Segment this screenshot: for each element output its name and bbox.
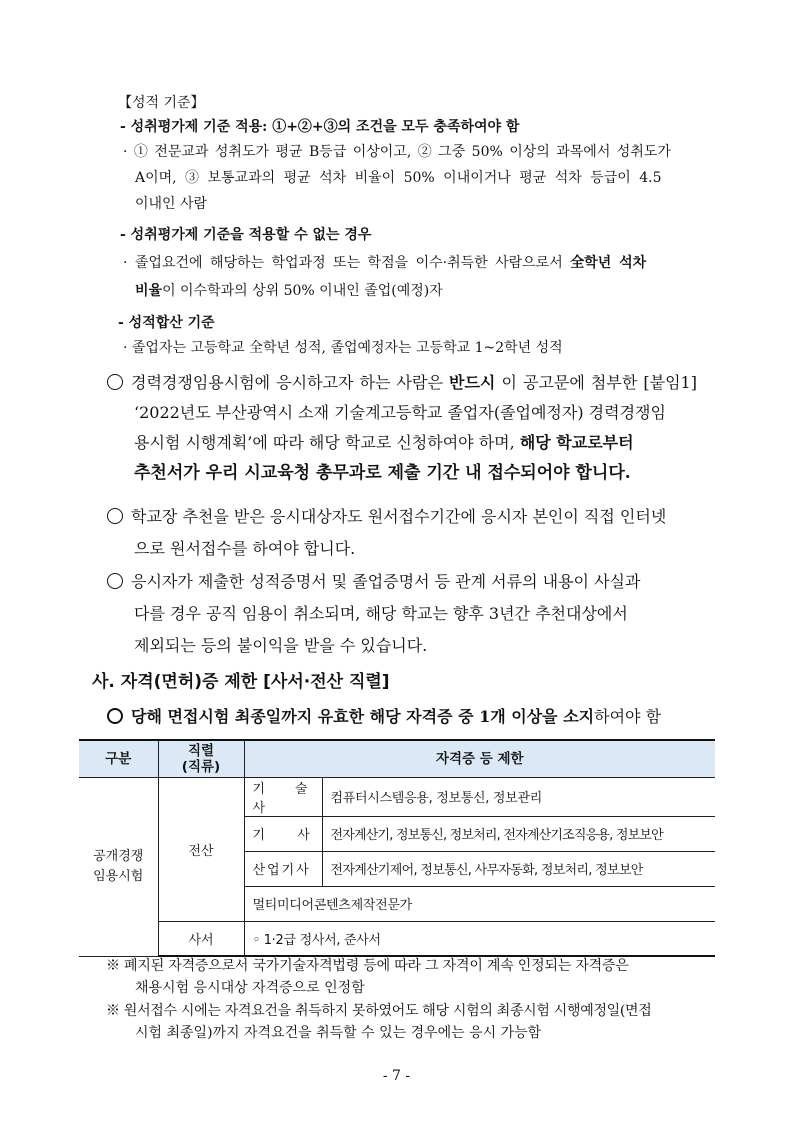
- section-lead-emphasis: 당해 면접시험 최종일까지 유효한 해당 자격증 중 1개 이상을 소지: [131, 707, 595, 726]
- header-category: 구분: [79, 740, 158, 777]
- exam-type-line2: 임용시험: [93, 868, 144, 884]
- criteria-dash2-body: [123, 252, 723, 302]
- criteria-dash2-text: 이 이수학과의 상위 50% 이내인 졸업(예정)자: [162, 283, 443, 299]
- section-heading: 사. 자격(면허)증 제한 [사서·전산 직렬]: [92, 672, 390, 692]
- level-label: 산업기사: [252, 863, 311, 878]
- criteria-dash1-body: [123, 141, 723, 215]
- cell-exam-type: [79, 777, 158, 956]
- para-text: 응시자가 제출한 성적증명서 및 졸업증명서 등 관계 서류의 내용이 사실과: [131, 572, 641, 591]
- cell-certificates: 전자계산기, 정보통신, 정보처리, 전자계산기조직응용, 정보보안: [322, 816, 715, 851]
- note-line: 시험 최종일)까지 자격요건을 취득할 수 있는 경우에는 응시 가능함: [135, 1025, 542, 1041]
- para-emphasis: 해당 학교로부터: [519, 433, 634, 452]
- criteria-dash1-line: A이며, ③ 보통교과의 평균 석차 비율이 50% 이내이거나 평균 석차 등급이 4.5: [135, 170, 662, 186]
- cell-level: [244, 816, 322, 851]
- cell-series-computing: 전산: [158, 777, 244, 921]
- para-text: 다를 경우 공직 임용이 취소되며, 해당 학교는 향후 3년간 추천대상에서: [134, 604, 628, 623]
- criteria-dash3-body: · 졸업자는 고등학교 全학년 성적, 졸업예정자는 고등학교 1~2학년 성적: [123, 340, 563, 356]
- circle-bullet-icon: [107, 374, 123, 390]
- criteria-dash3-title: - 성적합산 기준: [118, 315, 215, 331]
- para-emphasis: 반드시: [449, 373, 496, 392]
- para-text: 이 공고문에 첨부한 [붙임1]: [495, 373, 697, 392]
- circle-bullet-icon: [107, 508, 123, 524]
- cell-level: [244, 851, 322, 886]
- section-lead: [107, 705, 661, 729]
- note-abolished: [106, 955, 726, 999]
- qualification-table: [79, 739, 715, 957]
- circle-bullet-icon: [107, 573, 123, 589]
- criteria-dash2-title: - 성취평가제 기준을 적용할 수 없는 경우: [120, 227, 372, 243]
- criteria-dash1-title: - 성취평가제 기준 적용: ①+②+③의 조건을 모두 충족하여야 함: [120, 119, 520, 135]
- para-text: ‘2022년도 부산광역시 소재 기술계고등학교 졸업자(졸업예정자) 경력경쟁임: [134, 403, 666, 422]
- section-lead-text: 하여야 함: [594, 707, 662, 726]
- header-restriction: 자격증 등 제한: [244, 740, 715, 777]
- criteria-dash2-emphasis: 비율: [135, 283, 163, 299]
- criteria-dash2-emphasis: 全학년 석차: [570, 255, 647, 271]
- note-line: ※ 원서접수 시에는 자격요건을 취득하지 못하였어도 해당 시험의 최종시험 시행예정일(면접: [106, 1003, 652, 1019]
- cell-librarian-certificates: ◦ 1·2급 정사서, 준사서: [244, 921, 715, 956]
- para-emphasis: 추천서가 우리 시교육청 총무과로 제출 기간 내 접수되어야 합니다.: [134, 463, 631, 483]
- circle-bullet-icon: [107, 708, 123, 724]
- paragraph-online-application: [107, 505, 727, 561]
- paragraph-recommendation: [107, 371, 727, 485]
- cell-level: [244, 777, 322, 816]
- header-series-line1: 직렬: [187, 742, 215, 759]
- criteria-dash2-text: · 졸업요건에 해당하는 학업과정 또는 학점을 이수·취득한 사람으로서: [123, 255, 571, 271]
- header-series: [158, 740, 244, 777]
- page-number: - 7 -: [382, 1068, 411, 1084]
- para-text: 제외되는 등의 불이익을 받을 수 있습니다.: [134, 636, 428, 655]
- para-text: 학교장 추천을 받은 응시대상자도 원서접수기간에 응시자 본인이 직접 인터넷: [131, 507, 667, 526]
- header-series-line2: (직류): [181, 758, 221, 775]
- paragraph-false-documents: [107, 570, 727, 658]
- cell-series-librarian: 사서: [158, 921, 244, 956]
- criteria-bracket-title: 【성적 기준】: [118, 95, 205, 111]
- note-deadline: [106, 1000, 726, 1044]
- level-label: 기 술 사: [252, 781, 314, 816]
- para-text: 경력경쟁임용시험에 응시하고자 하는 사람은: [131, 373, 450, 392]
- level-label: 기 사: [252, 828, 310, 843]
- cell-certificates: 컴퓨터시스템응용, 정보통신, 정보관리: [322, 777, 715, 816]
- cell-extra-certificate: 멀티미디어콘텐츠제작전문가: [244, 886, 715, 921]
- criteria-dash1-line: 이내인 사람: [135, 196, 208, 212]
- criteria-dash1-line: · ① 전문교과 성취도가 평균 B등급 이상이고, ② 그중 50% 이상의 과목에서 성취도가: [123, 144, 671, 160]
- exam-type-line1: 공개경쟁: [93, 848, 144, 864]
- note-line: 채용시험 응시대상 자격증으로 인정함: [135, 980, 365, 996]
- note-line: ※ 폐지된 자격증으로서 국가기술자격법령 등에 따라 그 자격이 계속 인정되는 자격증은: [106, 958, 629, 974]
- para-text: 으로 원서접수를 하여야 합니다.: [134, 539, 356, 558]
- para-text: 용시험 시행계획’에 따라 해당 학교로 신청하여야 하며,: [134, 433, 520, 452]
- cell-certificates: 전자계산기제어, 정보통신, 사무자동화, 정보처리, 정보보안: [322, 851, 715, 886]
